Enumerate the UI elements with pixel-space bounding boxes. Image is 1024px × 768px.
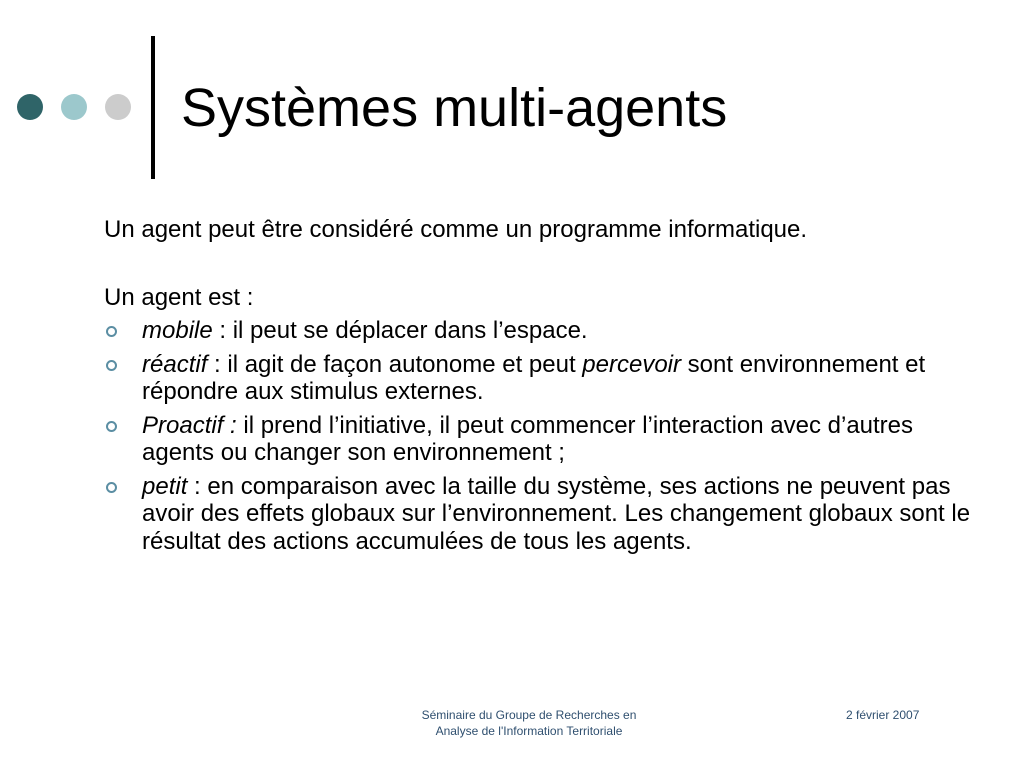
decorative-dot-gray [105, 94, 131, 120]
bullet-text-secondary: sont environnement et répondre aux stimulus externes. [142, 350, 926, 405]
decorative-dot-teal [61, 94, 87, 120]
bullet-item-mobile [104, 317, 974, 345]
slide-title: Systèmes multi-agents [181, 78, 728, 138]
title-decoration [0, 0, 1, 1]
bullet-term: Proactif : [142, 411, 237, 439]
intro-text: Un agent peut être considéré comme un programme informatique. [104, 216, 808, 243]
lead-text: Un agent est : [104, 283, 254, 311]
footer-organization [379, 707, 679, 739]
footer-line-2: Analyse de l'Information Territoriale [435, 724, 623, 738]
bullet-circle-icon [106, 326, 117, 337]
footer-date: 2 février 2007 [846, 708, 920, 722]
bullet-term-secondary: percevoir [582, 350, 681, 378]
bullet-term: mobile [142, 317, 213, 344]
title-divider [151, 36, 155, 179]
bullet-text: : en comparaison avec la taille du système, ses actions ne peuvent pas avoir des effets globaux sur l’environnement. Les changement globaux sont le résultat des actions accumulées de tous les agents. [142, 472, 971, 555]
bullet-item-petit [104, 473, 974, 556]
slide-body [104, 216, 974, 561]
decorative-dot-dark [17, 94, 43, 120]
bullet-text: il prend l’initiative, il peut commencer l’interaction avec d’autres agents ou changer son environnement ; [142, 411, 914, 466]
bullet-list [104, 317, 974, 555]
bullet-item-reactif [104, 351, 974, 406]
bullet-circle-icon [106, 421, 117, 432]
bullet-circle-icon [106, 482, 117, 493]
bullet-item-proactif [104, 412, 974, 467]
bullet-term: petit [142, 472, 188, 500]
bullet-circle-icon [106, 360, 117, 371]
bullet-text: : il agit de façon autonome et peut [207, 350, 583, 378]
bullet-term: réactif [142, 350, 208, 378]
bullet-text: : il peut se déplacer dans l’espace. [212, 317, 588, 344]
footer-line-1: Séminaire du Groupe de Recherches en [421, 708, 637, 722]
